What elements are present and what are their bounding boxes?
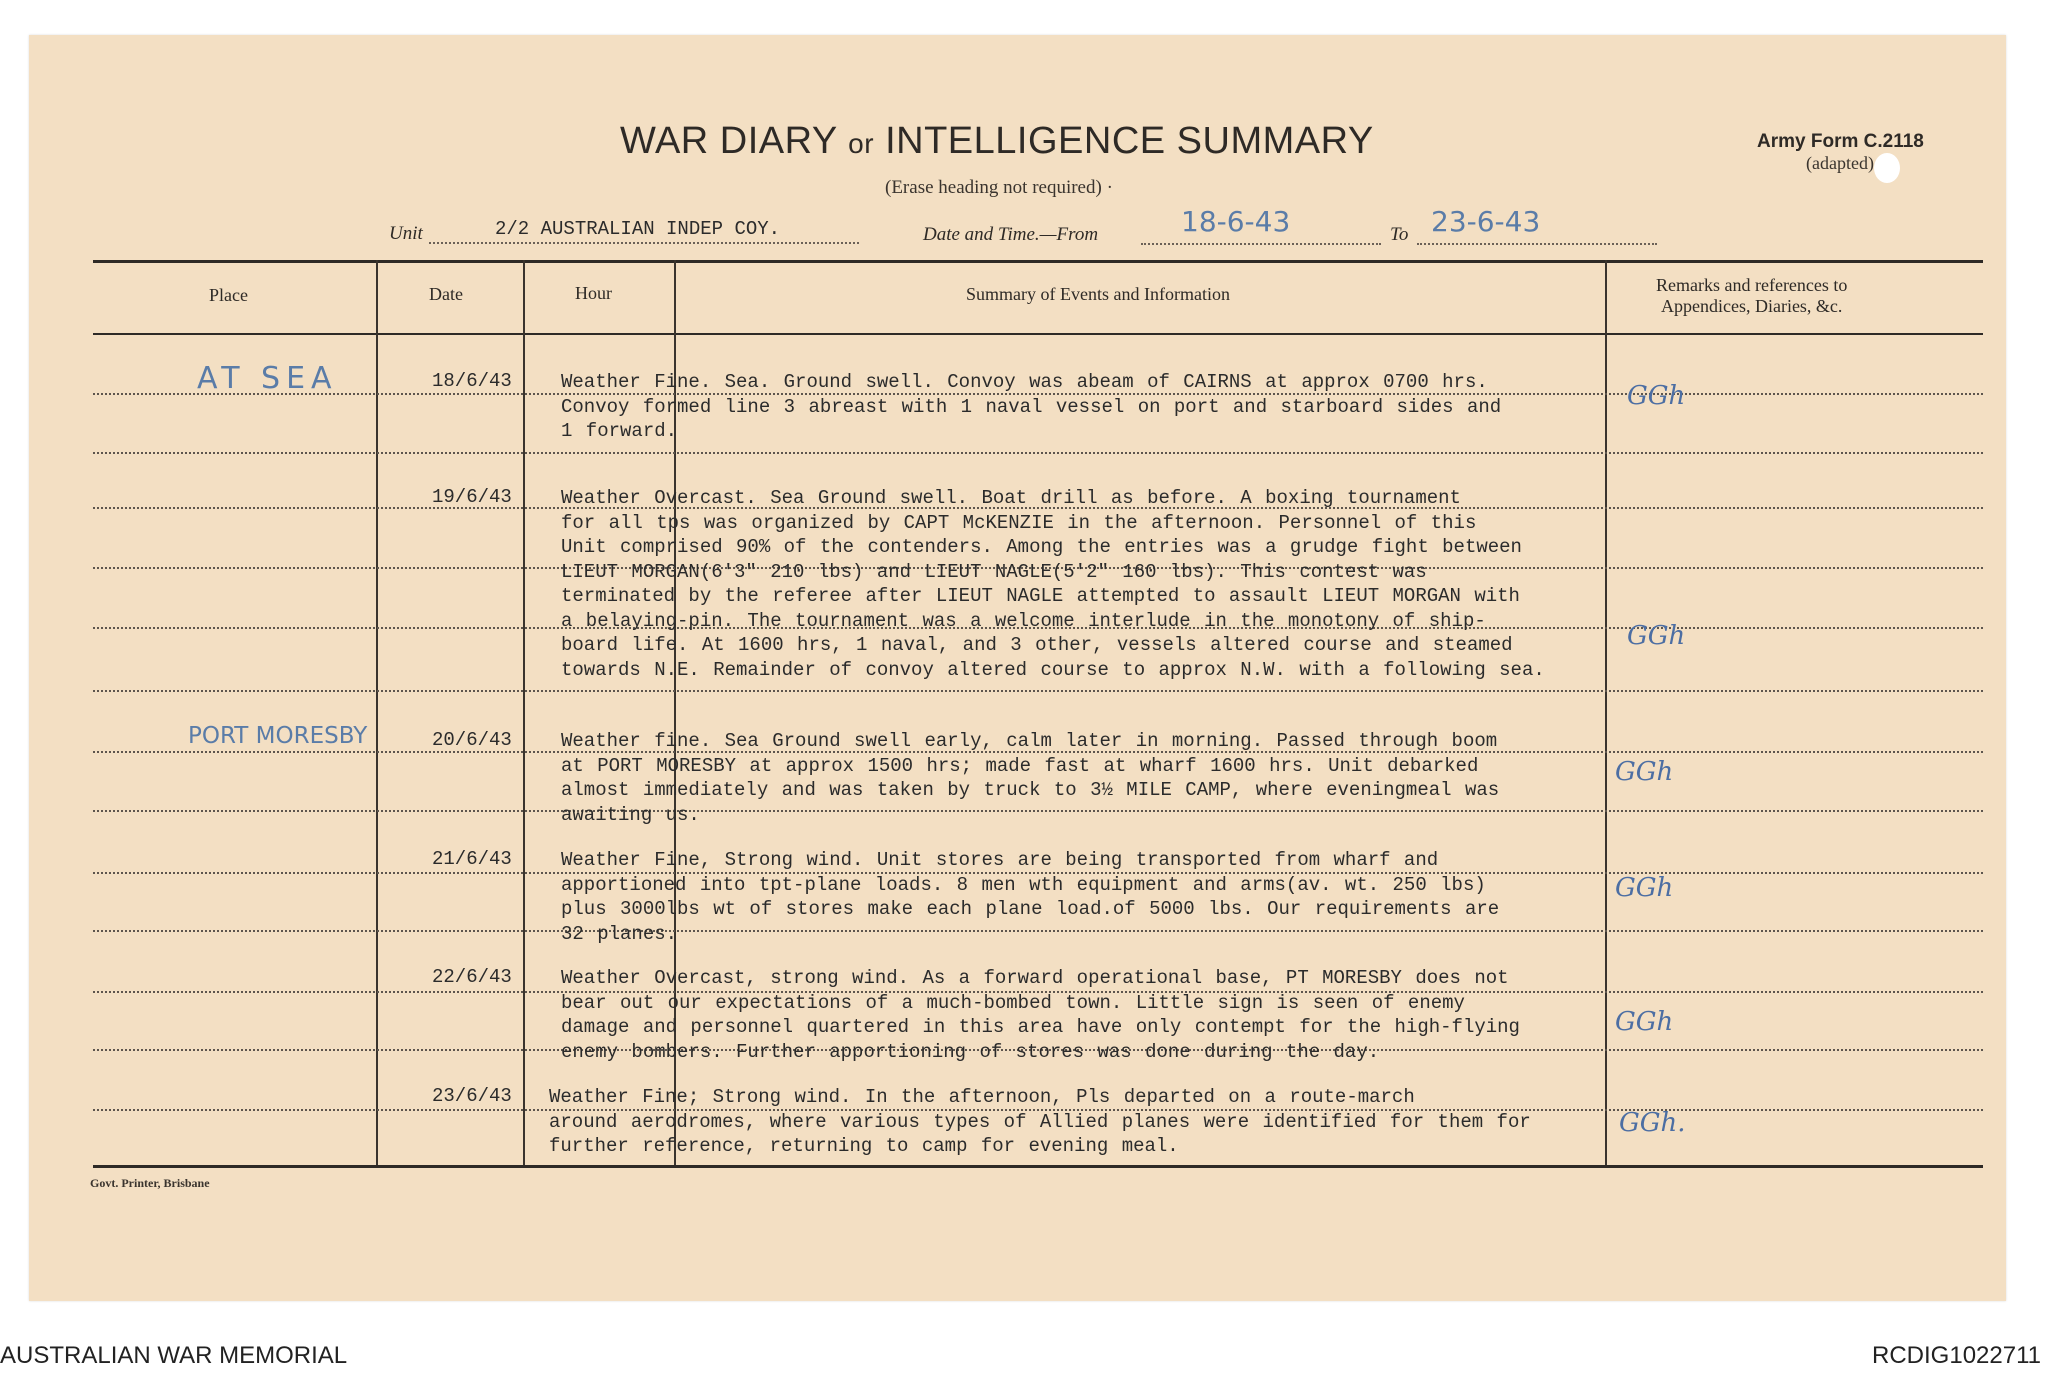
entry-initials: GGh bbox=[1615, 757, 1674, 787]
diary-sheet bbox=[29, 35, 2006, 1301]
date-to-line bbox=[1417, 243, 1657, 245]
date-to-value: 23-6-43 bbox=[1431, 205, 1541, 238]
date-from-line bbox=[1141, 243, 1381, 245]
punch-hole bbox=[1874, 153, 1900, 183]
unit-line bbox=[429, 242, 859, 244]
remarks-line-1: Remarks and references to bbox=[1656, 275, 1848, 295]
place-at-sea: AT SEA bbox=[197, 361, 338, 396]
army-form-number: Army Form C.2118 bbox=[1757, 131, 1924, 152]
entry-date: 22/6/43 bbox=[432, 966, 512, 988]
date-from-value: 18-6-43 bbox=[1181, 205, 1291, 238]
footer-archive-name: AUSTRALIAN WAR MEMORIAL bbox=[0, 1342, 348, 1369]
entry-text: Weather fine. Sea Ground swell early, calm later in morning. Passed through boom at PORT MORESBY at approx 1500 hrs; made fast at wharf 1600 hrs. Unit debarked almost immediately and was taken by truck to 3½ MILE CAMP, where eveningmeal was awaiting us. bbox=[561, 730, 1500, 826]
col-header-date: Date bbox=[429, 284, 463, 304]
place-port-moresby: PORT MORESBY bbox=[188, 723, 368, 749]
erase-note: (Erase heading not required) · bbox=[885, 177, 1113, 198]
entry-date: 18/6/43 bbox=[432, 370, 512, 392]
remarks-line-2: Appendices, Diaries, &c. bbox=[1660, 296, 1843, 316]
entry-text: Weather Overcast, strong wind. As a forward operational base, PT MORESBY does not bear out our expectations of a much-bombed town. Little sign is seen of enemy damage and personnel quartered in this area have only contempt for the high-flying enemy bombers. Further apportioning of stores was done during the day. bbox=[561, 967, 1520, 1063]
title-part1: WAR DIARY bbox=[620, 120, 838, 162]
entry-initials: GGh bbox=[1615, 1007, 1674, 1037]
entry-date: 19/6/43 bbox=[432, 486, 512, 508]
title-or: or bbox=[848, 128, 875, 159]
col-header-hour: Hour bbox=[575, 283, 612, 303]
col-divider-date bbox=[523, 260, 525, 1165]
col-header-summary: Summary of Events and Information bbox=[966, 284, 1230, 304]
entry-date: 23/6/43 bbox=[432, 1085, 512, 1107]
date-from-label: Date and Time.—From bbox=[923, 224, 1099, 245]
col-header-place: Place bbox=[209, 285, 248, 305]
entry-text: Weather Fine. Sea. Ground swell. Convoy was abeam of CAIRNS at approx 0700 hrs. Convoy formed line 3 abreast with 1 naval vessel on port and starboard sides and 1 forward. bbox=[561, 371, 1502, 442]
col-header-remarks bbox=[1656, 275, 1847, 317]
entry-initials: GGh bbox=[1627, 381, 1686, 411]
entry-initials: GGh bbox=[1615, 873, 1674, 903]
document-title bbox=[620, 120, 1374, 163]
entry-initials: GGh bbox=[1627, 621, 1686, 651]
entry-text: Weather Fine, Strong wind. Unit stores are being transported from wharf and apportioned into tpt-plane loads. 8 men wth equipment and arms(av. wt. 250 lbs) plus 3000lbs wt of stores make each plane load.of 5000 lbs. Our requirements are 32 planes. bbox=[561, 849, 1500, 945]
date-to-label: To bbox=[1390, 224, 1409, 245]
footer-record-id: RCDIG1022711 bbox=[1872, 1342, 2041, 1369]
entry-text: Weather Overcast. Sea Ground swell. Boat drill as before. A boxing tournament for all tps was organized by CAPT McKENZIE in the afternoon. Personnel of this Unit comprised 90% of the contenders. Among the entries was a grudge fight between LIEUT MORGAN(6'3" 210 lbs) and LIEUT NAGLE(5'2" 160 lbs). This contest was terminated by the referee after LIEUT NAGLE attempted to assault LIEUT MORGAN with a belaying-pin. The tournament was a welcome interlude in the monotony of ship- board life. At 1600 hrs, 1 naval, and 3 other, vessels altered course and steamed towards N.E. Remainder of convoy altered course to approx N.W. with a following sea. bbox=[561, 487, 1545, 681]
entry-text: Weather Fine; Strong wind. In the afternoon, Pls departed on a route-march around aerodromes, where various types of Allied planes were identified for them for further reference, returning to camp for evening meal. bbox=[549, 1086, 1531, 1157]
title-part2: INTELLIGENCE SUMMARY bbox=[885, 120, 1374, 162]
unit-value: 2/2 AUSTRALIAN INDEP COY. bbox=[495, 218, 781, 240]
printer-credit: Govt. Printer, Brisbane bbox=[90, 1176, 210, 1190]
adapted-note: (adapted) bbox=[1806, 153, 1874, 173]
col-divider-place bbox=[376, 260, 378, 1165]
table-bottom-rule bbox=[93, 1165, 1983, 1168]
entry-date: 20/6/43 bbox=[432, 729, 512, 751]
unit-label: Unit bbox=[389, 223, 423, 244]
entry-initials: GGh. bbox=[1619, 1108, 1686, 1138]
entry-date: 21/6/43 bbox=[432, 848, 512, 870]
